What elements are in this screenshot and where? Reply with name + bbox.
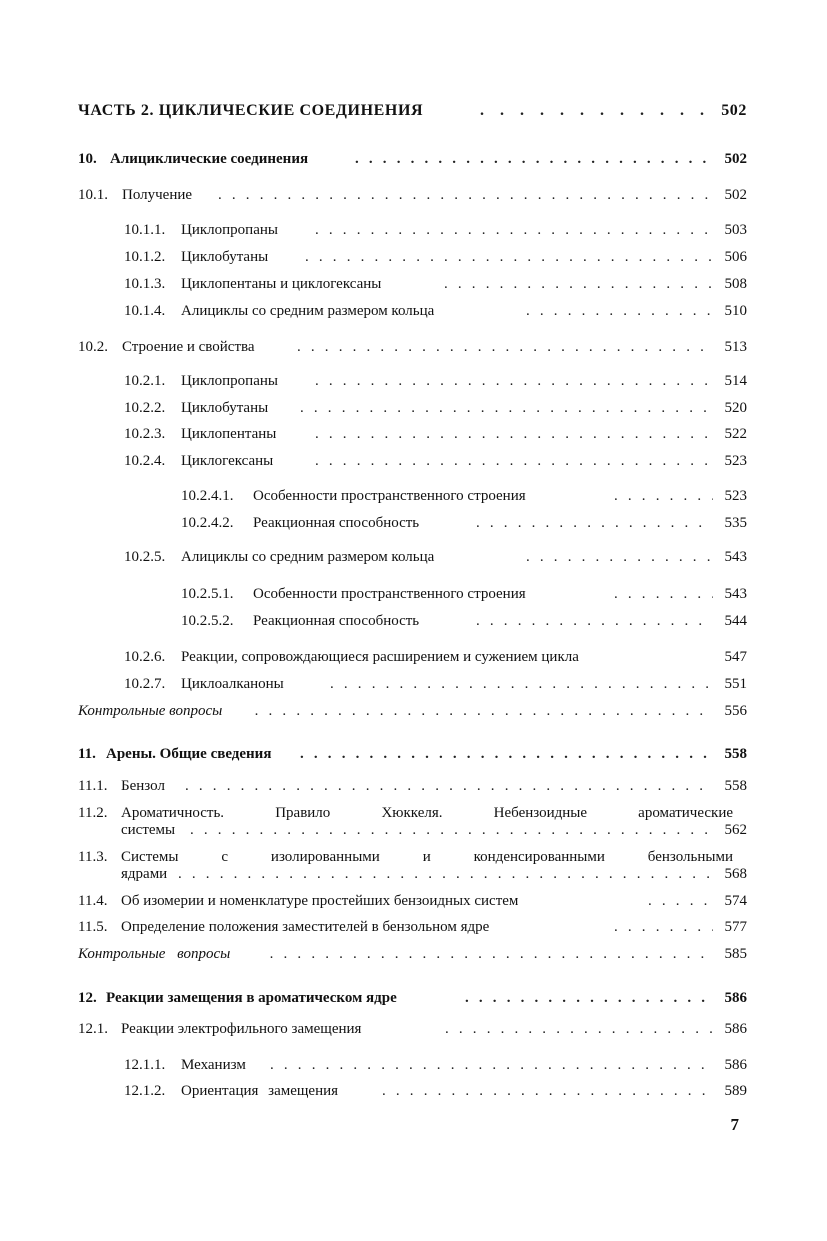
- leader-dots: [315, 426, 713, 443]
- leader-dots: [355, 151, 713, 168]
- leader-dots: [445, 1021, 713, 1038]
- page-number: 523: [724, 453, 747, 469]
- leader-dots: [614, 919, 713, 936]
- leader-dots: [648, 893, 713, 910]
- leader-dots: [614, 488, 713, 505]
- page-number: 522: [724, 426, 747, 442]
- entry-number: 11.1.: [78, 778, 108, 794]
- page-number: 568: [724, 866, 747, 882]
- page-number: 503: [724, 222, 747, 238]
- page-number: 508: [724, 276, 747, 292]
- page-number: 502: [721, 102, 747, 119]
- page-number: 547: [724, 649, 747, 665]
- entry-title: Реакционная способность: [253, 613, 420, 629]
- entry-title: Алициклы со средним размером кольца: [181, 303, 435, 319]
- entry-title: Механизм: [181, 1057, 246, 1073]
- page-number: 502: [724, 151, 747, 167]
- leader-dots: [300, 400, 713, 417]
- page-number: 535: [724, 515, 747, 531]
- leader-dots: [476, 613, 713, 630]
- entry-number: 10.2.6.: [124, 649, 166, 665]
- leader-dots: [178, 866, 713, 883]
- entry-number: 10.2.5.2.: [181, 613, 234, 629]
- entry-title: Ориентация замещения: [181, 1083, 339, 1099]
- page-number: 556: [724, 703, 747, 719]
- entry-number: 10.: [78, 151, 97, 167]
- entry-number: 10.1.2.: [124, 249, 166, 265]
- leader-dots: [305, 249, 713, 266]
- page-number: 502: [724, 187, 747, 203]
- page-number: 586: [724, 1021, 747, 1037]
- page-number: 543: [724, 549, 747, 565]
- leader-dots: [382, 1083, 713, 1100]
- page-number: 577: [724, 919, 747, 935]
- entry-title: Циклобутаны: [181, 249, 269, 265]
- entry-title: Циклоалканоны: [181, 676, 284, 692]
- entry-title: Реакции замещения в ароматическом ядре: [106, 990, 397, 1006]
- entry-number: 10.2.2.: [124, 400, 166, 416]
- page-number: 574: [724, 893, 747, 909]
- leader-dots: [614, 586, 713, 603]
- entry-number: 10.2.: [78, 339, 108, 355]
- page-number: 586: [724, 1057, 747, 1073]
- entry-title: Циклопропаны: [181, 222, 278, 238]
- leader-dots: [444, 276, 713, 293]
- leader-dots: [315, 222, 713, 239]
- page-number: 514: [724, 373, 747, 389]
- entry-number: 10.2.5.: [124, 549, 166, 565]
- entry-title: Об изомерии и номенклатуре простейших бензоидных систем: [121, 893, 519, 909]
- entry-title: Циклопентаны: [181, 426, 277, 442]
- entry-title: Особенности пространственного строения: [253, 488, 526, 504]
- leader-dots: [185, 778, 713, 795]
- entry-title: Арены. Общие сведения: [106, 746, 272, 762]
- page-number: 586: [724, 990, 747, 1006]
- page-number: 589: [724, 1083, 747, 1099]
- entry-number: 11.: [78, 746, 96, 762]
- leader-dots: [300, 746, 713, 763]
- page-number: 513: [724, 339, 747, 355]
- part-title: ЧАСТЬ 2. ЦИКЛИЧЕСКИЕ СОЕДИНЕНИЯ: [78, 102, 424, 119]
- entry-number: 11.3.: [78, 849, 108, 865]
- leader-dots: [465, 990, 713, 1007]
- entry-title-continued: ядрами: [121, 866, 168, 882]
- entry-title-continued: системы: [121, 822, 176, 838]
- entry-title: Реакции, сопровождающиеся расширением и сужением цикла: [181, 649, 579, 665]
- page-number: 506: [724, 249, 747, 265]
- entry-title: Определение положения заместителей в бензольном ядре: [121, 919, 490, 935]
- entry-title: Строение и свойства: [122, 339, 255, 355]
- page-number: 558: [724, 746, 747, 762]
- entry-number: 11.4.: [78, 893, 108, 909]
- leader-dots: [190, 822, 713, 839]
- entry-number: 12.1.2.: [124, 1083, 166, 1099]
- entry-number: 12.: [78, 990, 97, 1006]
- entry-title: Контрольные вопросы: [78, 946, 231, 962]
- page-number: 523: [724, 488, 747, 504]
- page-number: 510: [724, 303, 747, 319]
- entry-number: 10.2.3.: [124, 426, 166, 442]
- page-folio: 7: [730, 1115, 739, 1134]
- entry-title: Циклогексаны: [181, 453, 274, 469]
- page-number: 558: [724, 778, 747, 794]
- page-number: 562: [724, 822, 747, 838]
- leader-dots: [330, 676, 713, 693]
- page-number: 544: [724, 613, 747, 629]
- entry-number: 11.2.: [78, 805, 108, 821]
- entry-title: Циклобутаны: [181, 400, 269, 416]
- entry-number: 10.2.7.: [124, 676, 166, 692]
- leader-dots: [526, 303, 713, 320]
- leader-dots: [315, 453, 713, 470]
- entry-title: Алициклы со средним размером кольца: [181, 549, 435, 565]
- entry-title: Бензол: [121, 778, 165, 794]
- leader-dots: [480, 102, 710, 119]
- leader-dots: [270, 946, 713, 963]
- entry-number: 10.1.: [78, 187, 108, 203]
- leader-dots: [476, 515, 713, 532]
- entry-number: 10.1.3.: [124, 276, 166, 292]
- entry-title: Циклопентаны и циклогексаны: [181, 276, 382, 292]
- leader-dots: [315, 373, 713, 390]
- entry-number: 10.1.1.: [124, 222, 166, 238]
- entry-title: Особенности пространственного строения: [253, 586, 526, 602]
- leader-dots: [255, 703, 713, 720]
- leader-dots: [526, 549, 713, 566]
- entry-title: Ароматичность. Правило Хюккеля. Небензоидные ароматические: [121, 805, 733, 821]
- entry-title: Циклопропаны: [181, 373, 278, 389]
- entry-number: 10.1.4.: [124, 303, 166, 319]
- entry-number: 10.2.4.: [124, 453, 166, 469]
- entry-title: Реакционная способность: [253, 515, 420, 531]
- entry-title: Системы с изолированными и конденсированными бензольными: [121, 849, 733, 865]
- page-number: 543: [724, 586, 747, 602]
- entry-number: 10.2.1.: [124, 373, 166, 389]
- page-number: 551: [724, 676, 747, 692]
- page-number: 520: [724, 400, 747, 416]
- leader-dots: [270, 1057, 713, 1074]
- entry-title: Контрольные вопросы: [78, 703, 223, 719]
- entry-number: 10.2.4.1.: [181, 488, 234, 504]
- leader-dots: [297, 339, 713, 356]
- leader-dots: [218, 187, 713, 204]
- entry-title: Реакции электрофильного замещения: [121, 1021, 362, 1037]
- entry-number: 12.1.1.: [124, 1057, 166, 1073]
- entry-number: 12.1.: [78, 1021, 108, 1037]
- entry-title: Получение: [122, 187, 193, 203]
- page-number: 585: [724, 946, 747, 962]
- entry-title: Алициклические соединения: [110, 151, 309, 167]
- entry-number: 10.2.4.2.: [181, 515, 234, 531]
- entry-number: 10.2.5.1.: [181, 586, 234, 602]
- entry-number: 11.5.: [78, 919, 108, 935]
